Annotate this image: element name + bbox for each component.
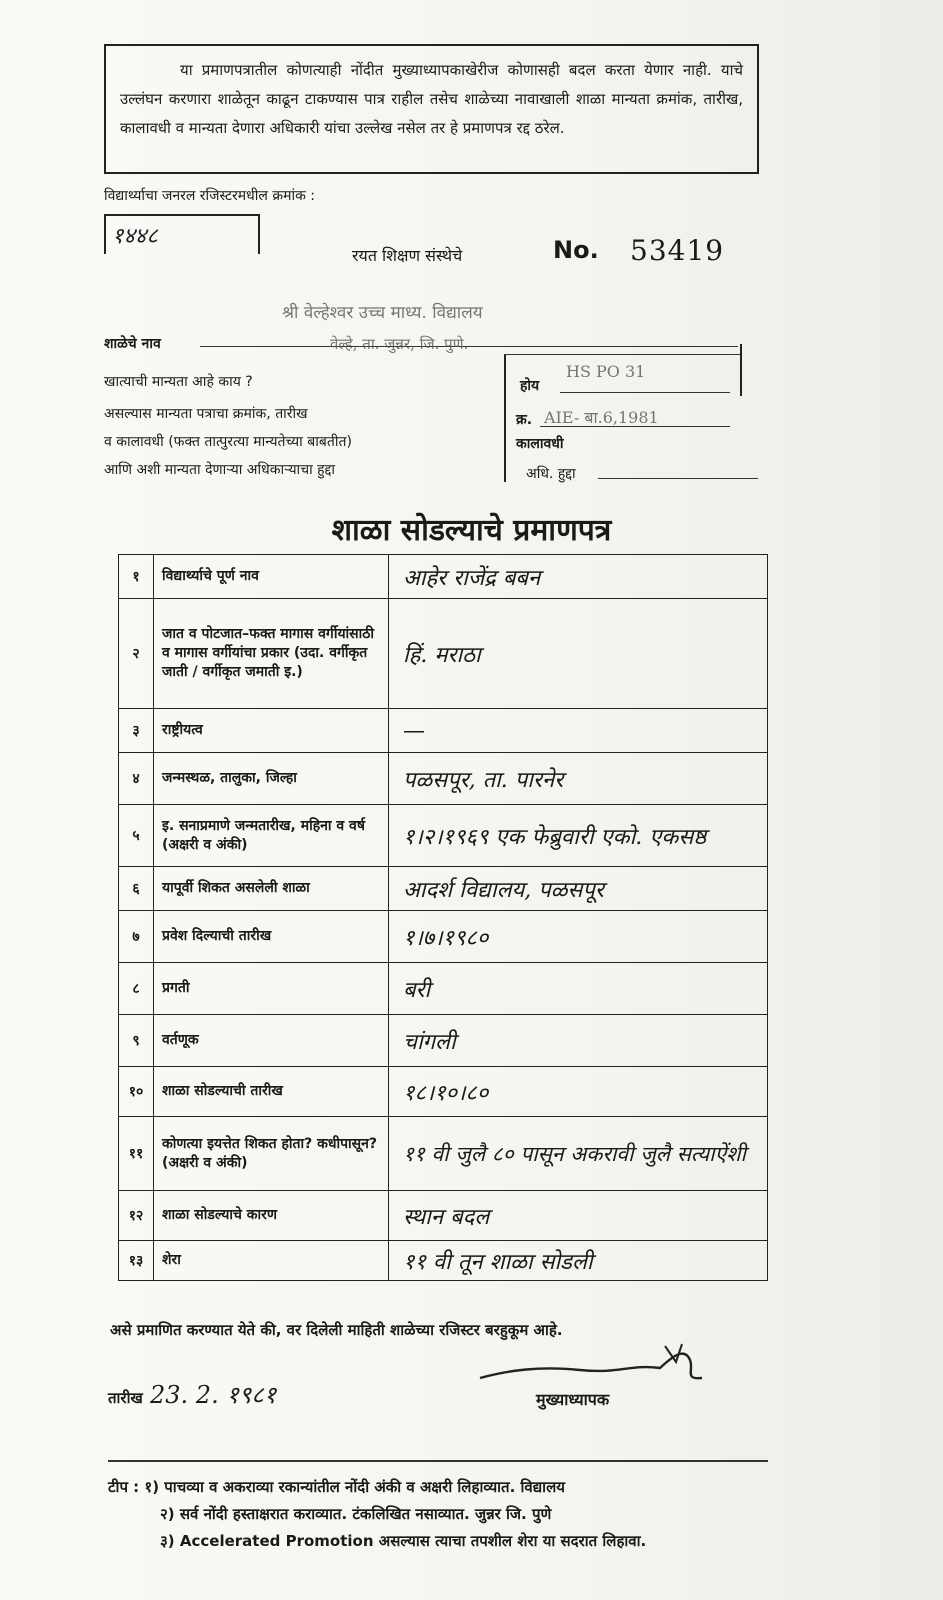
table-row — [119, 753, 768, 805]
table-row — [119, 867, 768, 911]
table-row — [119, 805, 768, 867]
row-value-cell — [389, 709, 768, 753]
certificate-table — [118, 554, 768, 1281]
recognition-question-4: आणि अशी मान्यता देणाऱ्या अधिकाऱ्याचा हुद्दा — [104, 462, 335, 478]
recognition-question-3: व कालावधी (फक्त तात्पुरत्या मान्यतेच्या बाबतीत) — [104, 434, 352, 450]
row-field-label: जन्मस्थळ, तालुका, जिल्हा — [154, 753, 389, 805]
row-value-cell — [389, 1191, 768, 1241]
row-field-label: जात व पोटजात–फक्त मागास वर्गीयांसाठी व मागास वर्गीयांचा प्रकार (उदा. वर्गीकृत जाती / वर्गीकृत जमाती इ.) — [154, 599, 389, 709]
school-name-line — [200, 346, 738, 347]
row-number: १३ — [119, 1241, 154, 1281]
recognition-question-1: खात्याची मान्यता आहे काय ? — [104, 374, 253, 390]
row-field-label: वर्तणूक — [154, 1015, 389, 1067]
row-value-cell — [389, 555, 768, 599]
table-row — [119, 1015, 768, 1067]
row-value-cell — [389, 1117, 768, 1191]
recognition-yes: होय — [520, 378, 540, 394]
recognition-number-line — [540, 426, 730, 427]
school-stamp-line1: श्री वेल्हेश्वर उच्च माध्य. विद्यालय — [282, 303, 483, 323]
row-value: पळसपूर, ता. पारनेर — [403, 767, 564, 793]
table-row — [119, 911, 768, 963]
table-row — [119, 1117, 768, 1191]
row-number: ८ — [119, 963, 154, 1015]
row-field-label: यापूर्वी शिकत असलेली शाळा — [154, 867, 389, 911]
table-row — [119, 599, 768, 709]
row-number: ३ — [119, 709, 154, 753]
row-number: ७ — [119, 911, 154, 963]
recognition-period: कालावधी — [516, 436, 564, 452]
row-value-cell — [389, 753, 768, 805]
certificate-no-label: No. — [553, 236, 599, 264]
footnote-3: ३) Accelerated Promotion असल्यास त्याचा तपशील शेरा या सदरात लिहावा. — [160, 1532, 647, 1550]
row-value-cell — [389, 867, 768, 911]
recognition-question-2: असल्यास मान्यता पत्राचा क्रमांक, तारीख — [104, 406, 308, 422]
row-value-cell — [389, 963, 768, 1015]
footnote-2: २) सर्व नोंदी हस्ताक्षरात कराव्यात. टंकलिखित नसाव्यात. जुन्नर जि. पुणे — [160, 1505, 552, 1523]
table-row — [119, 1241, 768, 1281]
recognition-stamp-edge — [740, 344, 742, 396]
notice-box — [104, 44, 759, 174]
register-label: विद्यार्थ्याचा जनरल रजिस्टरमधील क्रमांक : — [104, 188, 315, 204]
headmaster-label: मुख्याध्यापक — [536, 1390, 610, 1409]
institute-name: रयत शिक्षण संस्थेचे — [352, 246, 463, 265]
row-number: ५ — [119, 805, 154, 867]
date-label: तारीख — [108, 1389, 143, 1407]
row-field-label: विद्यार्थ्याचे पूर्ण नाव — [154, 555, 389, 599]
row-number: १२ — [119, 1191, 154, 1241]
page-title: शाळा सोडल्याचे प्रमाणपत्र — [331, 513, 612, 548]
row-number: २ — [119, 599, 154, 709]
row-value: हिं. मराठा — [403, 642, 481, 668]
row-value: १८।१०।८० — [403, 1080, 489, 1106]
date-value: 23. 2. १९८१ — [150, 1381, 277, 1409]
row-value: ११ वी तून शाळा सोडली — [403, 1249, 593, 1275]
row-value-cell — [389, 805, 768, 867]
notice-text: या प्रमाणपत्रातील कोणत्याही नोंदीत मुख्याध्यापकाखेरीज कोणासही बदल करता येणार नाही. याचे उल्लंघन करणारा शाळेतून काढून टाकण्यास पात्र राहील तसेच शाळेच्या नावाखाली शाळा मान्यता क्रमांक, तारीख, कालावधी व मान्यता देणारा अधिकारी यांचा उल्लेख नसेल तर हे प्रमाणपत्र रद्द ठरेल. — [120, 61, 743, 137]
notes-rule — [108, 1460, 768, 1462]
row-value: आदर्श विद्यालय, पळसपूर — [403, 877, 604, 903]
table-row — [119, 555, 768, 599]
recognition-number-label: क्र. — [516, 412, 533, 428]
row-value: बरी — [403, 977, 431, 1003]
attestation-text: असे प्रमाणित करण्यात येते की, वर दिलेली माहिती शाळेच्या रजिस्टर बरहुकूम आहे. — [110, 1321, 563, 1339]
row-number: १ — [119, 555, 154, 599]
recognition-code-stamp: HS PO 31 — [566, 362, 646, 381]
row-number: १० — [119, 1067, 154, 1117]
row-value: आहेर राजेंद्र बबन — [403, 565, 541, 591]
row-field-label: इ. सनाप्रमाणे जन्मतारीख, महिना व वर्ष (अक्षरी व अंकी) — [154, 805, 389, 867]
row-value: — — [403, 718, 425, 743]
row-field-label: कोणत्या इयत्तेत शिकत होता? कधीपासून? (अक्षरी व अंकी) — [154, 1117, 389, 1191]
row-field-label: शाळा सोडल्याचे कारण — [154, 1191, 389, 1241]
recognition-divider — [504, 354, 506, 482]
row-value: १।७।१९८० — [403, 925, 489, 951]
row-value-cell — [389, 911, 768, 963]
headmaster-signature — [470, 1340, 730, 1390]
row-value-cell — [389, 1241, 768, 1281]
table-row — [119, 709, 768, 753]
row-number: ९ — [119, 1015, 154, 1067]
table-row — [119, 963, 768, 1015]
row-value-cell — [389, 1015, 768, 1067]
row-value-cell — [389, 599, 768, 709]
row-value: १।२।१९६९ एक फेब्रुवारी एको. एकसष्ठ — [403, 824, 707, 850]
certificate-no-value: 53419 — [630, 234, 725, 267]
school-name-label: शाळेचे नाव — [104, 336, 161, 352]
row-field-label: प्रवेश दिल्याची तारीख — [154, 911, 389, 963]
register-number: १४४८ — [112, 224, 158, 249]
row-value: स्थान बदल — [403, 1204, 490, 1230]
table-row — [119, 1067, 768, 1117]
recognition-yes-line — [560, 392, 730, 393]
row-value: चांगली — [403, 1029, 456, 1055]
row-value: ११ वी जुलै ८० पासून अकरावी जुलै सत्याऐंशी — [403, 1141, 746, 1166]
footnotes — [108, 1474, 646, 1555]
row-number: ४ — [119, 753, 154, 805]
recognition-officer-line — [598, 478, 758, 479]
school-stamp-line2: वेल्हे, ता. जुन्नर, जि. पुणे. — [330, 335, 469, 353]
row-field-label: प्रगती — [154, 963, 389, 1015]
row-number: ६ — [119, 867, 154, 911]
recognition-number-value: AIE- बा.6,1981 — [544, 408, 659, 427]
recognition-top-rule — [504, 354, 740, 355]
footnote-1: टीप : १) पाचव्या व अकराव्या रकान्यांतील नोंदी अंकी व अक्षरी लिहाव्यात. विद्यालय — [108, 1478, 565, 1496]
row-field-label: शाळा सोडल्याची तारीख — [154, 1067, 389, 1117]
row-value-cell — [389, 1067, 768, 1117]
table-row — [119, 1191, 768, 1241]
recognition-officer: अधि. हुद्दा — [526, 466, 576, 482]
row-field-label: राष्ट्रीयत्व — [154, 709, 389, 753]
row-field-label: शेरा — [154, 1241, 389, 1281]
row-number: ११ — [119, 1117, 154, 1191]
